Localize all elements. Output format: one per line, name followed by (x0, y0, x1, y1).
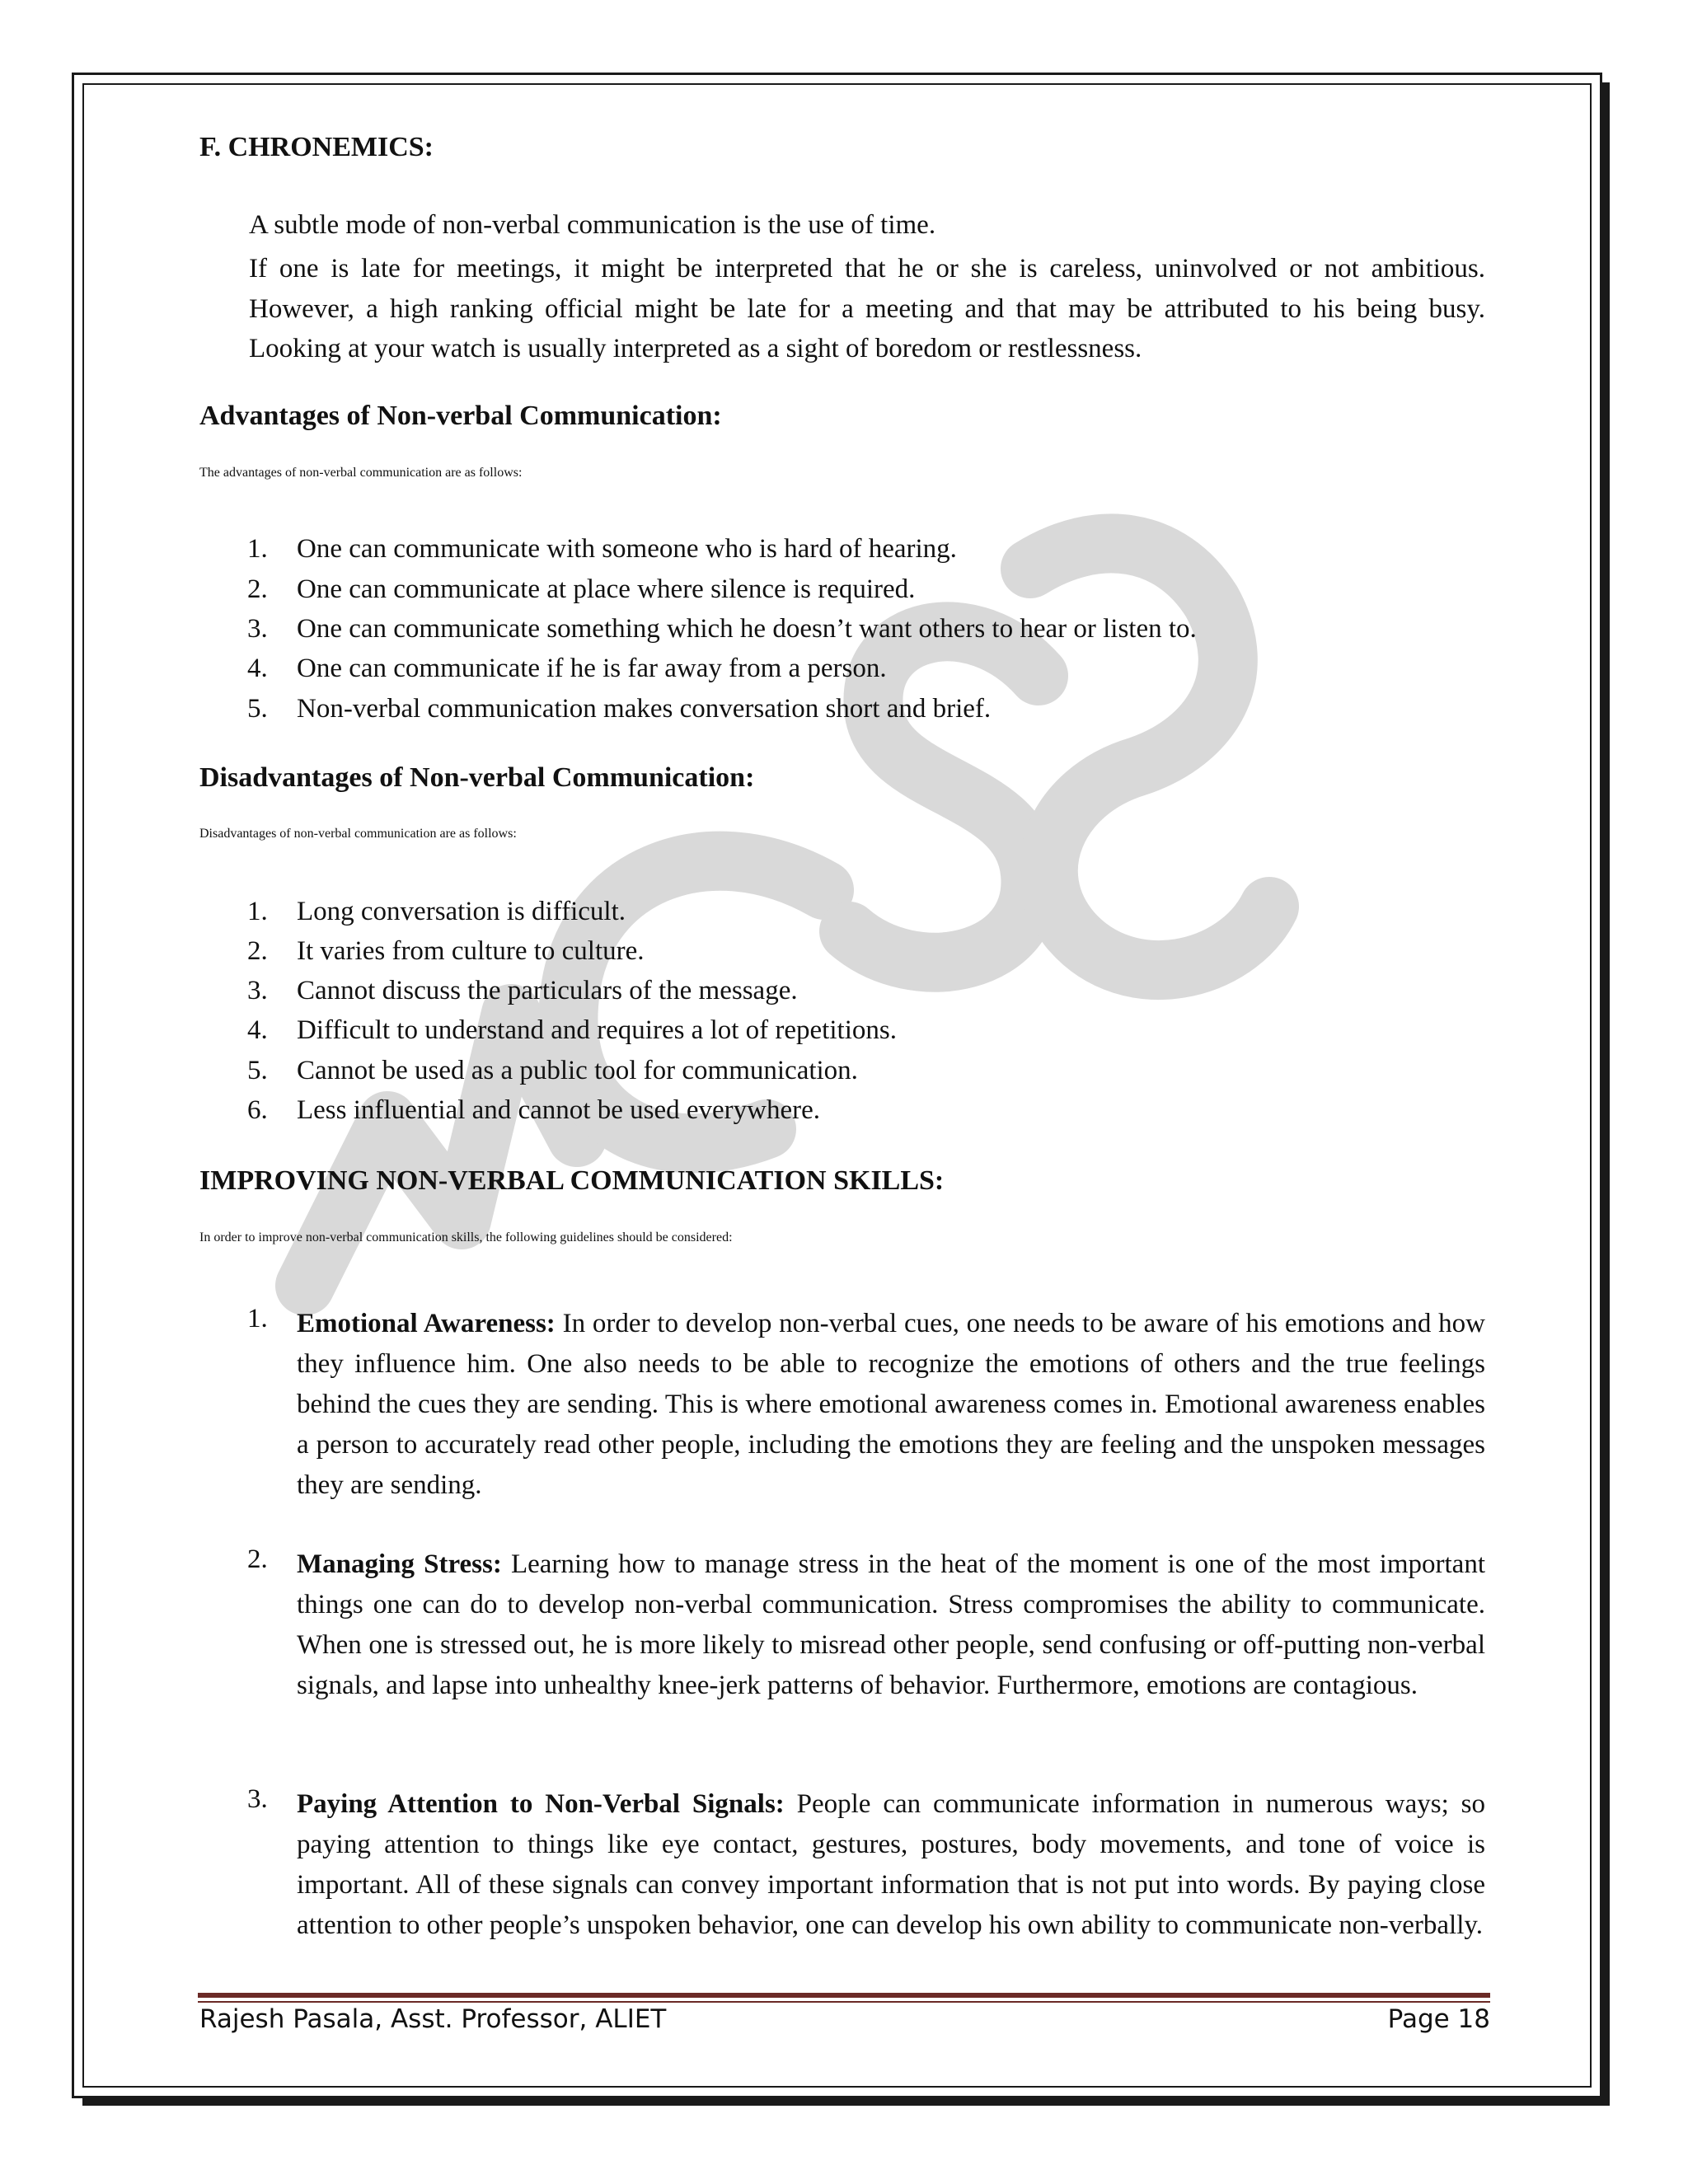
advantages-intro: The advantages of non-verbal communication are as follows: (199, 466, 523, 480)
advantages-item-number: 2. (247, 574, 268, 604)
improving-item-text: In order to develop non-verbal cues, one needs to be aware of his emotions and how they influence him. One also needs to be able to recognize the emotions of others and the true feelings behind the cues they are sending. This is where emotional awareness comes in. Emotional awareness enables a person to accurately read other people, including the emotions they are feeling and the unspoken messages they are sending. (297, 1309, 1485, 1500)
improving-item-title: Emotional Awareness: (297, 1309, 556, 1338)
disadvantages-item: Less influential and cannot be used everywhere. (297, 1095, 821, 1125)
improving-intro: In order to improve non-verbal communication skills, the following guidelines should be considered: (199, 1230, 733, 1244)
disadvantages-item-number: 2. (247, 936, 268, 966)
improving-item (297, 1784, 1485, 1946)
advantages-item: One can communicate something which he doesn’t want others to hear or listen to. (297, 614, 1197, 644)
disadvantages-item-number: 3. (247, 976, 268, 1005)
page-border-shadow-bottom (82, 2098, 1610, 2106)
improving-item (297, 1544, 1485, 1706)
disadvantages-item: Difficult to understand and requires a lot of repetitions. (297, 1015, 897, 1045)
advantages-item-number: 5. (247, 694, 268, 724)
improving-item-number: 3. (247, 1784, 268, 1814)
advantages-item: Non-verbal communication makes conversation short and brief. (297, 694, 992, 724)
disadvantages-item: Cannot be used as a public tool for communication. (297, 1056, 858, 1085)
advantages-item-number: 1. (247, 534, 268, 564)
disadvantages-item: Cannot discuss the particulars of the message. (297, 976, 798, 1005)
disadvantages-item: Long conversation is difficult. (297, 897, 626, 926)
improving-item-title: Paying Attention to Non-Verbal Signals: (297, 1789, 785, 1819)
section-heading-chronemics: F. CHRONEMICS: (199, 132, 434, 162)
disadvantages-intro: Disadvantages of non-verbal communication are as follows: (199, 827, 517, 841)
disadvantages-item-number: 4. (247, 1015, 268, 1045)
improving-item-text: People can communicate information in numerous ways; so paying attention to things like eye contact, gestures, postures, body movements, and tone of voice is important. All of these signals can convey important information that is not put into words. By paying close attention to other people’s unspoken behavior, one can develop his own ability to communicate non-verbally. (297, 1789, 1485, 1940)
chronemics-line: A subtle mode of non-verbal communication is the use of time. (249, 210, 936, 240)
footer-page-number: Page 18 (1387, 2004, 1490, 2034)
disadvantages-item-number: 6. (247, 1095, 268, 1125)
improving-item-number: 2. (247, 1544, 268, 1574)
improving-item-title: Managing Stress: (297, 1549, 502, 1579)
footer-author: Rajesh Pasala, Asst. Professor, ALIET (199, 2004, 667, 2034)
footer-rule (198, 1993, 1490, 1998)
advantages-item: One can communicate if he is far away from a person. (297, 654, 887, 683)
chronemics-paragraph: If one is late for meetings, it might be interpreted that he or she is careless, uninvolved or not ambitious. However, a high ranking official might be late for a meeting and that may be attributed to his being busy. Looking at your watch is usually interpreted as a sight of boredom or restlessness. (249, 254, 1485, 363)
advantages-item: One can communicate with someone who is hard of hearing. (297, 534, 957, 564)
improving-item-number: 1. (247, 1304, 268, 1333)
disadvantages-item: It varies from culture to culture. (297, 936, 645, 966)
improving-item (297, 1304, 1485, 1506)
advantages-item: One can communicate at place where silence is required. (297, 574, 916, 604)
advantages-item-number: 4. (247, 654, 268, 683)
section-heading-advantages: Advantages of Non-verbal Communication: (199, 401, 722, 431)
disadvantages-item-number: 1. (247, 897, 268, 926)
footer-rule-thin (198, 2001, 1490, 2003)
improving-item-text: Learning how to manage stress in the heat of the moment is one of the most important things one can do to develop non-verbal communication. Stress compromises the ability to communicate. When one is stressed out, he is more likely to misread other people, send confusing or off-putting non-verbal signals, and lapse into unhealthy knee-jerk patterns of behavior. Furthermore, emotions are contagious. (297, 1549, 1485, 1700)
disadvantages-item-number: 5. (247, 1056, 268, 1085)
advantages-item-number: 3. (247, 614, 268, 644)
section-heading-improving: IMPROVING NON-VERBAL COMMUNICATION SKILLS: (199, 1165, 945, 1196)
section-heading-disadvantages: Disadvantages of Non-verbal Communication: (199, 762, 755, 793)
page-border-shadow-right (1602, 82, 1610, 2106)
